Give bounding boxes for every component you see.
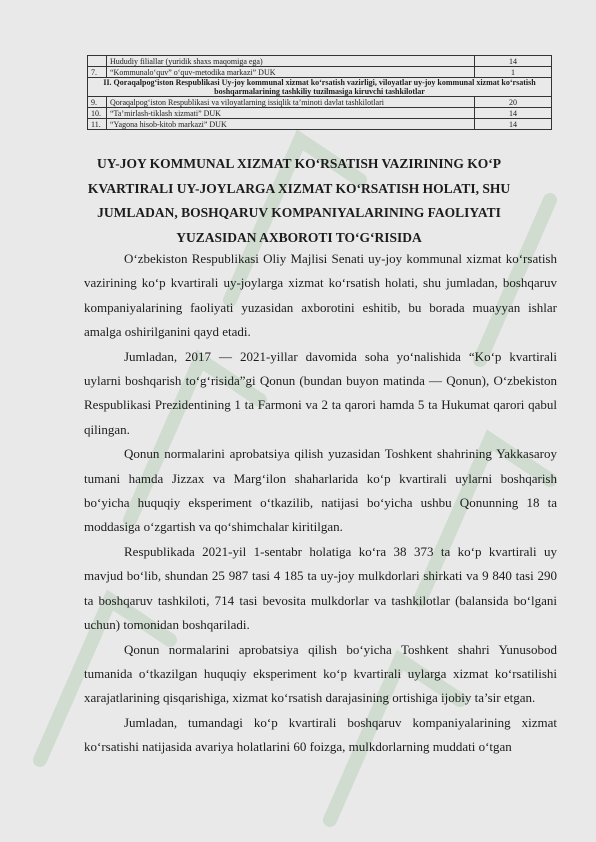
row-value: 1 <box>475 67 552 78</box>
row-number: 10. <box>88 108 107 119</box>
row-text: “Kommunalo‘quv” o‘quv-metodika markazi” DUK <box>107 67 475 78</box>
document-body <box>84 247 557 760</box>
paragraph: Qonun normalarini aprobatsiya qilish yuzasidan Toshkent shahrining Yakkasaroy tumani hamda Jizzax va Marg‘ilon shaharlarida ko‘p kvartirali uylarni boshqarish bo‘yicha huquqiy eksperiment o‘tkazilib, natijasi bo‘yicha ushbu Qonunning 18 ta moddasiga o‘zgartish va qo‘shimchalar kiritilgan. <box>84 446 557 535</box>
row-value: 20 <box>475 97 552 108</box>
row-number: 9. <box>88 97 107 108</box>
paragraph: O‘zbekiston Respublikasi Oliy Majlisi Senati uy-joy kommunal xizmat ko‘rsatish vazirining ko‘p kvartirali uy-joylarga xizmat ko‘rsatish holati, shu jumladan, boshqaruv kompaniyalarining faoliyati yuzasidan axborotini eshitib, bu borada muayyan ishlar amalga oshirilganini qayd etadi. <box>84 251 557 340</box>
paragraph: Jumladan, tumandagi ko‘p kvartirali boshqaruv kompaniyalarining xizmat ko‘rsatishi natijasida avariya holatlarini 60 foizga, mulkdorlarning muddati o‘tgan <box>84 714 557 755</box>
paragraph: Jumladan, 2017 — 2021-yillar davomida soha yo‘nalishida “Ko‘p kvartirali uylarni boshqarish to‘g‘risida”gi Qonun (bundan buyon matinda — Qonun), O‘zbekiston Respublikasi Prezidentining 1 ta Farmoni va 2 ta qarori hamda 5 ta Hukumat qarori qabul qilingan. <box>84 348 557 437</box>
row-value: 14 <box>475 119 552 130</box>
document-title: UY-JOY KOMMUNAL XIZMAT KO‘RSATISH VAZIRINING KO‘P KVARTIRALI UY-JOYLARGA XIZMAT KO‘RSATISH HOLATI, SHU JUMLADAN, BOSHQARUV KOMPANIYALARINING FAOLIYATI YUZASIDAN AXBOROTI TO‘G‘RISIDA <box>87 156 511 245</box>
section-heading: II. Qoraqalpog‘iston Respublikasi Uy-joy kommunal xizmat ko‘rsatish vazirligi, viloyatlar uy-joy kommunal xizmat ko‘rsatish boshqarmalarining tashkiliy tuzilmasiga kiruvchi tashkilotlar <box>88 78 552 97</box>
paragraph: Respublikada 2021-yil 1-sentabr holatiga ko‘ra 38 373 ta ko‘p kvartirali uy mavjud bo‘lib, shundan 25 987 tasi 4 185 ta uy-joy mulkdorlari shirkati va 9 840 tasi 290 ta boshqaruv tashkiloti, 714 tasi bevosita mulkdorlar va tashkilotlar (balansida bo‘lgani uchun) tomonidan boshqariladi. <box>84 543 557 633</box>
row-number: 11. <box>88 119 107 130</box>
row-number <box>88 56 107 67</box>
row-number: 7. <box>88 67 107 78</box>
row-text: “Yagona hisob-kitob markazi” DUK <box>107 119 475 130</box>
row-value: 14 <box>475 56 552 67</box>
row-text: “Ta’mirlash-tiklash xizmati” DUK <box>107 108 475 119</box>
table-row <box>88 67 552 78</box>
row-text: Hududiy filiallar (yuridik shaxs maqomiga ega) <box>107 56 475 67</box>
organizations-table <box>87 55 552 130</box>
paragraph: Qonun normalarini aprobatsiya qilish bo‘yicha Toshkent shahri Yunusobod tumanida o‘tkazilgan huquqiy eksperiment ko‘p kvartirali uylarga xizmat ko‘rsatilishi xarajatlarining qisqarishiga, xizmat ko‘rsatish darajasining ortishiga ijobiy ta’sir etgan. <box>84 641 557 706</box>
row-value: 14 <box>475 108 552 119</box>
table-row <box>88 56 552 67</box>
table-row <box>88 119 552 130</box>
table-section-row <box>88 78 552 97</box>
table-row <box>88 108 552 119</box>
row-text: Qoraqalpog‘iston Respublikasi va viloyatlarning issiqlik ta’minoti davlat tashkilotlari <box>107 97 475 108</box>
table-row <box>88 97 552 108</box>
